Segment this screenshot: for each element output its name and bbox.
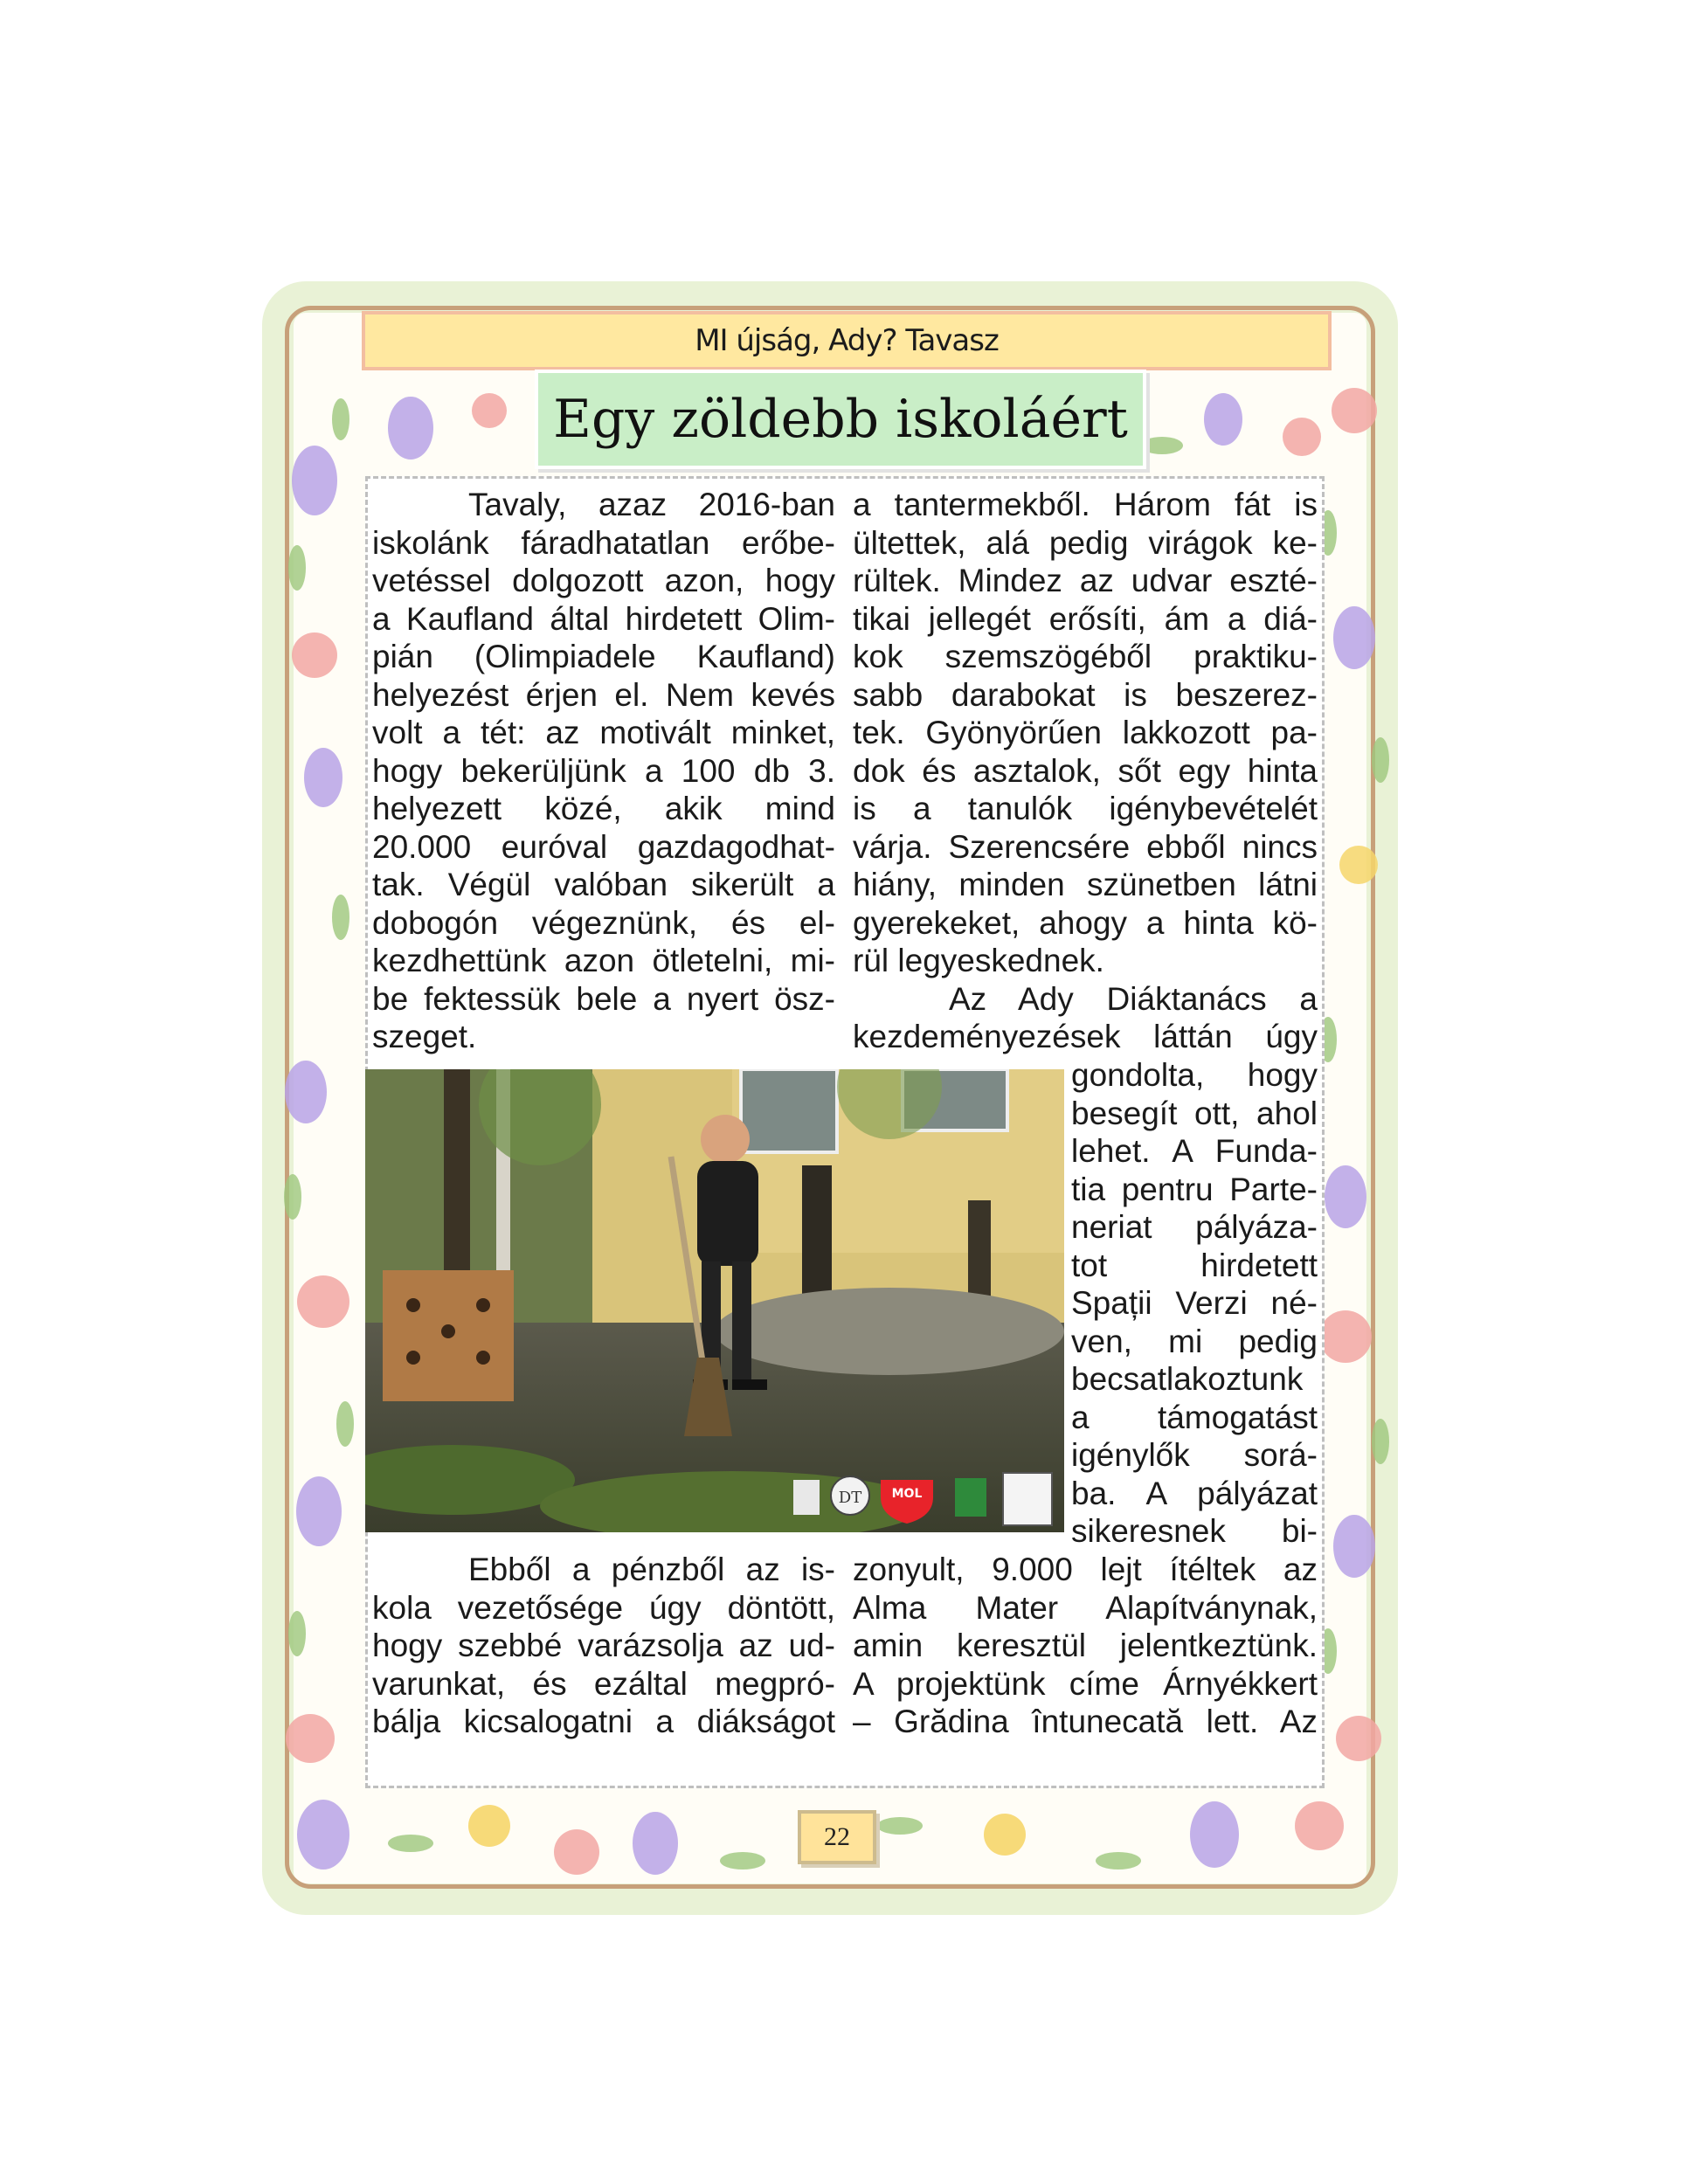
text-line: pián (Olimpiadele Kaufland) <box>372 639 835 674</box>
column-2-narrow <box>1071 1056 1318 1551</box>
magazine-header-band <box>362 311 1332 370</box>
text-line: ven, mi pedig <box>1071 1323 1318 1359</box>
text-line: hiány, minden szünetben látni <box>853 867 1318 902</box>
text-line: amin keresztül jelentkeztünk. <box>853 1628 1318 1663</box>
text-line: igénylők sorá- <box>1071 1437 1318 1473</box>
text-line: Alma Mater Alapítványnak, <box>853 1589 1318 1626</box>
text-line: a Kaufland által hirdetett Olim- <box>372 600 835 637</box>
article-photo <box>365 1069 1064 1532</box>
text-line: besegít ott, ahol <box>1071 1095 1318 1131</box>
article-title-box <box>535 370 1146 469</box>
text-line: is a tanulók igénybevételét <box>853 791 1318 826</box>
text-line: tot hirdetett <box>1071 1247 1318 1283</box>
text-line: gondolta, hogy <box>1071 1057 1318 1093</box>
column-1-bottom <box>372 1551 835 1741</box>
text-line: tikai jellegét erősíti, ám a diá- <box>853 600 1318 637</box>
text-line: a támogatást <box>1071 1399 1318 1435</box>
page-number: 22 <box>798 1810 876 1864</box>
text-line: ültettek, alá pedig virágok ke- <box>853 524 1318 561</box>
text-line: vetéssel dolgozott azon, hogy <box>372 563 835 598</box>
text-line: gyerekeket, ahogy a hinta kö- <box>853 904 1318 941</box>
text-line: kok szemszögéből praktiku- <box>853 639 1318 674</box>
text-line: várja. Szerencsére ebből nincs <box>853 828 1318 865</box>
text-line: Az Ady Diáktanács a <box>949 980 1318 1017</box>
text-line: kola vezetősége úgy döntött, <box>372 1589 835 1626</box>
text-line: becsatlakoztunk <box>1071 1361 1304 1397</box>
text-line: lehet. A Funda- <box>1071 1133 1318 1169</box>
column-2-bottom <box>853 1551 1318 1741</box>
text-line: helyezést érjen el. Nem kevés <box>372 676 835 713</box>
text-line: tek. Gyönyörűen lakkozott pa- <box>853 715 1318 750</box>
text-line: 20.000 euróval gazdagodhat- <box>372 828 835 865</box>
text-line: rül legyeskednek. <box>853 943 1104 978</box>
text-line: A projektünk címe Árnyékkert <box>853 1665 1318 1702</box>
text-line: volt a tét: az motivált minket, <box>372 715 835 750</box>
text-line: rültek. Mindez az udvar eszté- <box>853 563 1318 598</box>
magazine-header-text: MI újság, Ady? Tavasz <box>695 323 999 358</box>
text-line: hogy szebbé varázsolja az ud- <box>372 1628 835 1663</box>
text-line: iskolánk fáradhatatlan erőbe- <box>372 524 835 561</box>
text-line: varunkat, és ezáltal megpró- <box>372 1665 835 1702</box>
text-line: dok és asztalok, sőt egy hinta <box>853 752 1318 789</box>
text-line: ba. A pályázat <box>1071 1475 1318 1511</box>
text-line: sikeresnek bi- <box>1071 1513 1318 1549</box>
article-title: Egy zöldebb iskoláért <box>553 389 1128 450</box>
text-line: helyezett közé, akik mind <box>372 791 835 826</box>
text-line: a tantermekből. Három fát is <box>853 487 1318 522</box>
logo-mol: MOL <box>891 1487 923 1501</box>
column-2-top <box>853 486 1318 1056</box>
text-line: bálja kicsalogatni a diákságot <box>372 1704 835 1739</box>
text-line: neriat pályáza- <box>1071 1209 1318 1245</box>
text-line: kezdeményezések láttán úgy <box>853 1019 1318 1054</box>
text-line: Tavaly, azaz 2016-ban <box>468 487 835 522</box>
text-line: kezdhettünk azon ötletelni, mi- <box>372 943 835 978</box>
logo-dt: DT <box>838 1489 862 1507</box>
text-line: tia pentru Parte- <box>1071 1171 1318 1207</box>
column-1-top <box>372 486 835 1056</box>
text-line: szeget. <box>372 1019 477 1054</box>
text-line: dobogón végeznünk, és el- <box>372 904 835 941</box>
photo-student-sweeping-yard <box>365 1069 1064 1532</box>
text-line: Ebből a pénzből az is- <box>468 1552 835 1587</box>
text-line: sabb darabokat is beszerez- <box>853 676 1318 713</box>
text-line: zonyult, 9.000 lejt ítéltek az <box>853 1552 1318 1587</box>
text-line: be fektessük bele a nyert ösz- <box>372 980 835 1017</box>
text-line: hogy bekerüljünk a 100 db 3. <box>372 752 835 789</box>
text-line: Spații Verzi né- <box>1071 1285 1318 1321</box>
text-line: – Grădina întunecată lett. Az <box>853 1704 1318 1739</box>
text-line: tak. Végül valóban sikerült a <box>372 867 835 902</box>
